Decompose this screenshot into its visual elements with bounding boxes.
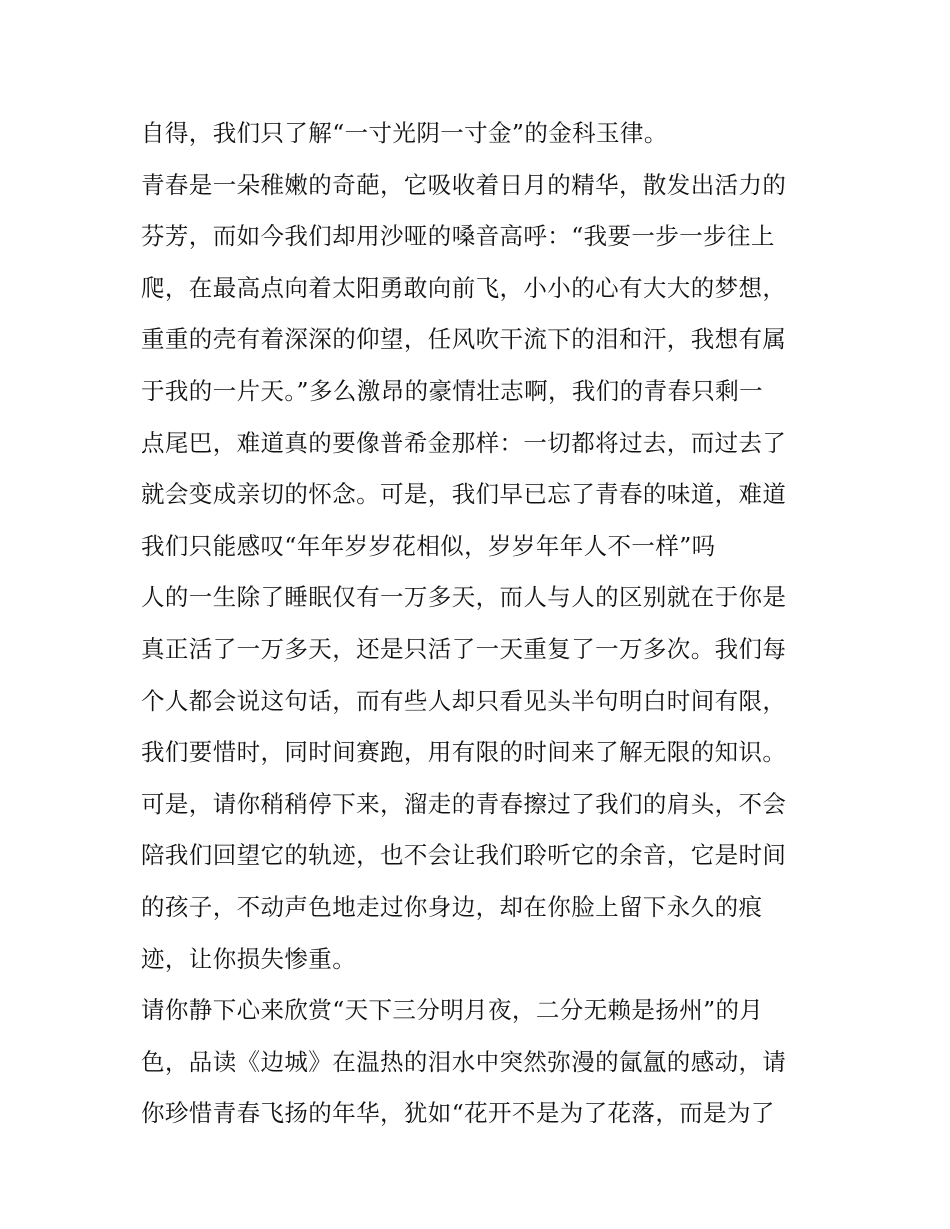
text-line: 青春是一朵稚嫩的奇葩，它吸收着日月的精华，散发出活力的 [141, 170, 787, 199]
text-line: 就会变成亲切的怀念。可是，我们早已忘了青春的味道，难道 [141, 480, 787, 509]
text-line: 迹，让你损失惨重。 [141, 944, 357, 973]
text-line: 爬，在最高点向着太阳勇敢向前飞，小小的心有大大的梦想， [141, 273, 787, 302]
text-line: 陪我们回望它的轨迹，也不会让我们聆听它的余音，它是时间 [141, 841, 787, 870]
text-line: 你珍惜青春飞扬的年华，犹如“花开不是为了花落，而是为了 [141, 1099, 775, 1128]
text-line: 我们要惜时，同时间赛跑，用有限的时间来了解无限的知识。 [141, 738, 787, 767]
document-body [141, 108, 821, 1140]
text-line: 芬芳，而如今我们却用沙哑的嗓音高呼：“我要一步一步往上 [141, 222, 775, 251]
text-line: 请你静下心来欣赏“天下三分明月夜，二分无赖是扬州”的月 [141, 996, 764, 1025]
text-line: 真正活了一万多天，还是只活了一天重复了一万多次。我们每 [141, 634, 787, 663]
text-line: 色，品读《边城》在温热的泪水中突然弥漫的氤氲的感动，请 [141, 1047, 787, 1076]
text-line: 点尾巴，难道真的要像普希金那样：一切都将过去，而过去了 [141, 428, 787, 457]
text-line: 自得，我们只了解“一寸光阴一寸金”的金科玉律。 [141, 119, 668, 147]
text-line: 我们只能感叹“年年岁岁花相似，岁岁年年人不一样”吗 [141, 531, 716, 560]
text-line: 重重的壳有着深深的仰望，任风吹干流下的泪和汗，我想有属 [141, 325, 787, 354]
text-line: 的孩子，不动声色地走过你身边，却在你脸上留下永久的痕 [141, 892, 763, 921]
text-line: 可是，请你稍稍停下来，溜走的青春擦过了我们的肩头，不会 [141, 789, 787, 818]
text-line: 人的一生除了睡眠仅有一万多天，而人与人的区别就在于你是 [141, 583, 787, 612]
text-line: 个人都会说这句话，而有些人却只看见头半句明白时间有限， [141, 686, 787, 715]
text-line: 于我的一片天。”多么激昂的豪情壮志啊，我们的青春只剩一 [141, 376, 764, 405]
